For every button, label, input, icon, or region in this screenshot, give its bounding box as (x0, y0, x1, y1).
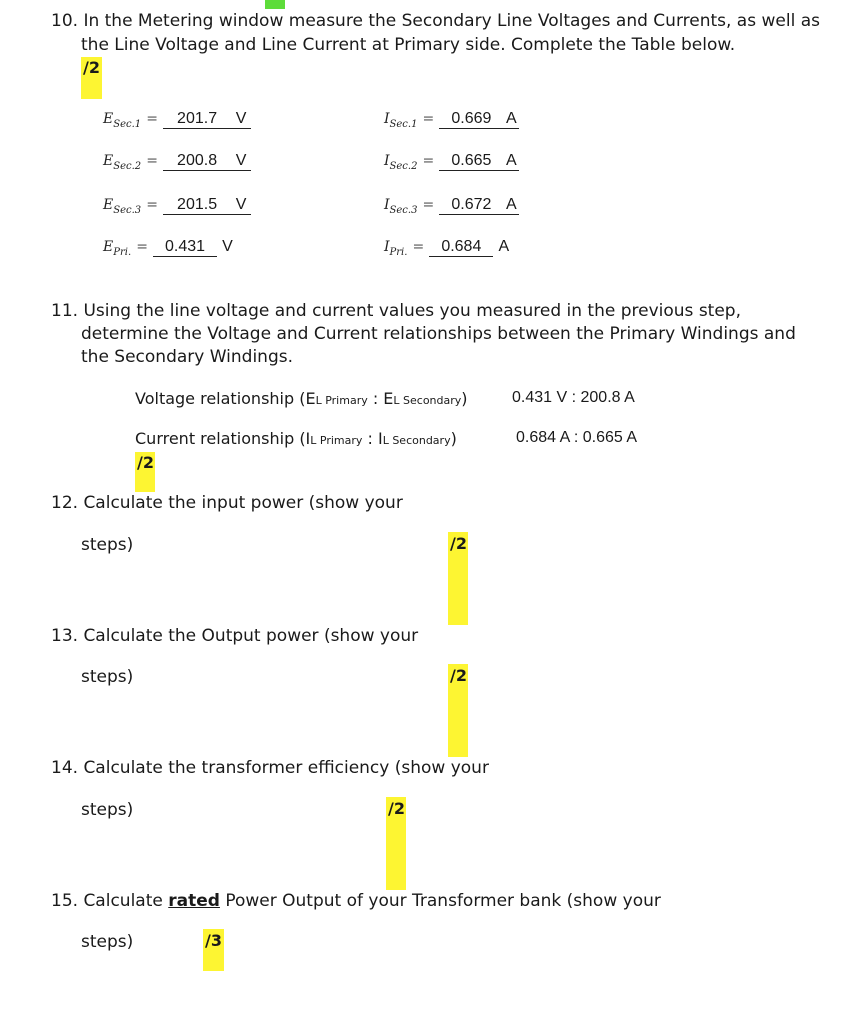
equals-sign: = (422, 197, 435, 213)
top-marker (265, 0, 285, 9)
q15-line1 (51, 890, 661, 913)
i-sec2-row (384, 150, 519, 172)
i-sec3-sub: Sec.3 (389, 205, 418, 217)
q11-line2: determine the Voltage and Current relationships between the Primary Windings and (81, 324, 796, 344)
q15-mark: /3 (205, 931, 222, 950)
i-sec2-sub: Sec.2 (389, 161, 418, 173)
e-sec1-value: 201.7 (163, 110, 231, 129)
equals-sign: = (146, 197, 158, 213)
q10-line1: 10. In the Metering window measure the Secondary Line Voltages and Currents, as well as (51, 11, 820, 31)
equals-sign: = (422, 153, 435, 169)
i-sec1-value: 0.669 (439, 110, 503, 129)
q12-line2: steps) (81, 535, 134, 555)
current-close-paren: ) (450, 429, 457, 448)
i-sec3-value: 0.672 (439, 196, 503, 215)
q11-mark: /2 (137, 453, 154, 472)
current-relationship-value: 0.684 A : 0.665 A (516, 429, 637, 446)
q15-line2: steps) (81, 932, 134, 952)
equals-sign: = (146, 153, 158, 169)
e-sec1-symbol: E (103, 111, 114, 127)
e-sec3-row (103, 194, 251, 216)
e-sec2-row (103, 150, 251, 172)
i-sec3-symbol: I (384, 197, 390, 213)
i-pri-unit: A (498, 238, 510, 255)
i-sec1-row (384, 108, 519, 130)
e-sec3-value: 201.5 (163, 196, 231, 215)
voltage-sub-primary: L Primary (315, 394, 368, 407)
e-sec1-unit: V (231, 110, 251, 129)
current-colon: : I (362, 429, 383, 448)
i-pri-value: 0.684 (429, 238, 493, 257)
e-sec2-sub: Sec.2 (113, 161, 142, 173)
i-sec2-unit: A (503, 152, 519, 171)
voltage-sub-secondary: L Secondary (393, 394, 462, 407)
i-pri-sub: Pri. (389, 247, 408, 259)
q14-line2: steps) (81, 800, 134, 820)
e-sec2-unit: V (231, 152, 251, 171)
i-pri-row (384, 236, 509, 258)
q13-line1: 13. Calculate the Output power (show your (51, 626, 419, 646)
voltage-close-paren: ) (461, 389, 468, 408)
e-pri-row (103, 236, 233, 258)
e-sec3-sub: Sec.3 (113, 205, 142, 217)
e-sec3-unit: V (231, 196, 251, 215)
i-sec2-symbol: I (384, 153, 390, 169)
q10-line2: the Line Voltage and Line Current at Primary side. Complete the Table below. (81, 35, 736, 55)
voltage-relationship-label (135, 389, 468, 408)
q15-suffix: Power Output of your Transformer bank (show your (219, 891, 661, 911)
i-sec1-symbol: I (384, 111, 390, 127)
e-pri-value: 0.431 (153, 238, 217, 257)
q14-mark: /2 (388, 799, 405, 818)
q15-prefix: 15. Calculate (51, 891, 169, 911)
i-pri-symbol: I (384, 239, 390, 255)
e-sec2-symbol: E (103, 153, 114, 169)
i-sec2-value: 0.665 (439, 152, 503, 171)
i-sec1-unit: A (503, 110, 519, 129)
e-pri-symbol: E (103, 239, 114, 255)
equals-sign: = (136, 239, 148, 255)
q12-mark: /2 (450, 534, 467, 553)
voltage-relationship-text: Voltage relationship (E (135, 389, 316, 408)
current-relationship-label (135, 429, 457, 448)
e-sec2-value: 200.8 (163, 152, 231, 171)
q14-line1: 14. Calculate the transformer efficiency (show your (51, 758, 489, 778)
q11-line3: the Secondary Windings. (81, 347, 294, 367)
voltage-colon: : E (367, 389, 394, 408)
q11-line1: 11. Using the line voltage and current values you measured in the previous step, (51, 301, 741, 321)
q10-mark: /2 (83, 58, 100, 77)
equals-sign: = (422, 111, 435, 127)
q15-rated: rated (168, 891, 220, 911)
q13-line2: steps) (81, 667, 134, 687)
current-sub-secondary: L Secondary (382, 434, 451, 447)
equals-sign: = (146, 111, 158, 127)
current-relationship-text: Current relationship (I (135, 429, 311, 448)
equals-sign: = (412, 239, 425, 255)
i-sec3-unit: A (503, 196, 519, 215)
q13-mark: /2 (450, 666, 467, 685)
e-sec1-sub: Sec.1 (113, 119, 142, 131)
q12-line1: 12. Calculate the input power (show your (51, 493, 403, 513)
e-sec1-row (103, 108, 251, 130)
e-pri-unit: V (222, 238, 233, 255)
e-sec3-symbol: E (103, 197, 114, 213)
i-sec1-sub: Sec.1 (389, 119, 418, 131)
current-sub-primary: L Primary (310, 434, 363, 447)
e-pri-sub: Pri. (113, 247, 132, 259)
i-sec3-row (384, 194, 519, 216)
voltage-relationship-value: 0.431 V : 200.8 A (512, 389, 635, 406)
